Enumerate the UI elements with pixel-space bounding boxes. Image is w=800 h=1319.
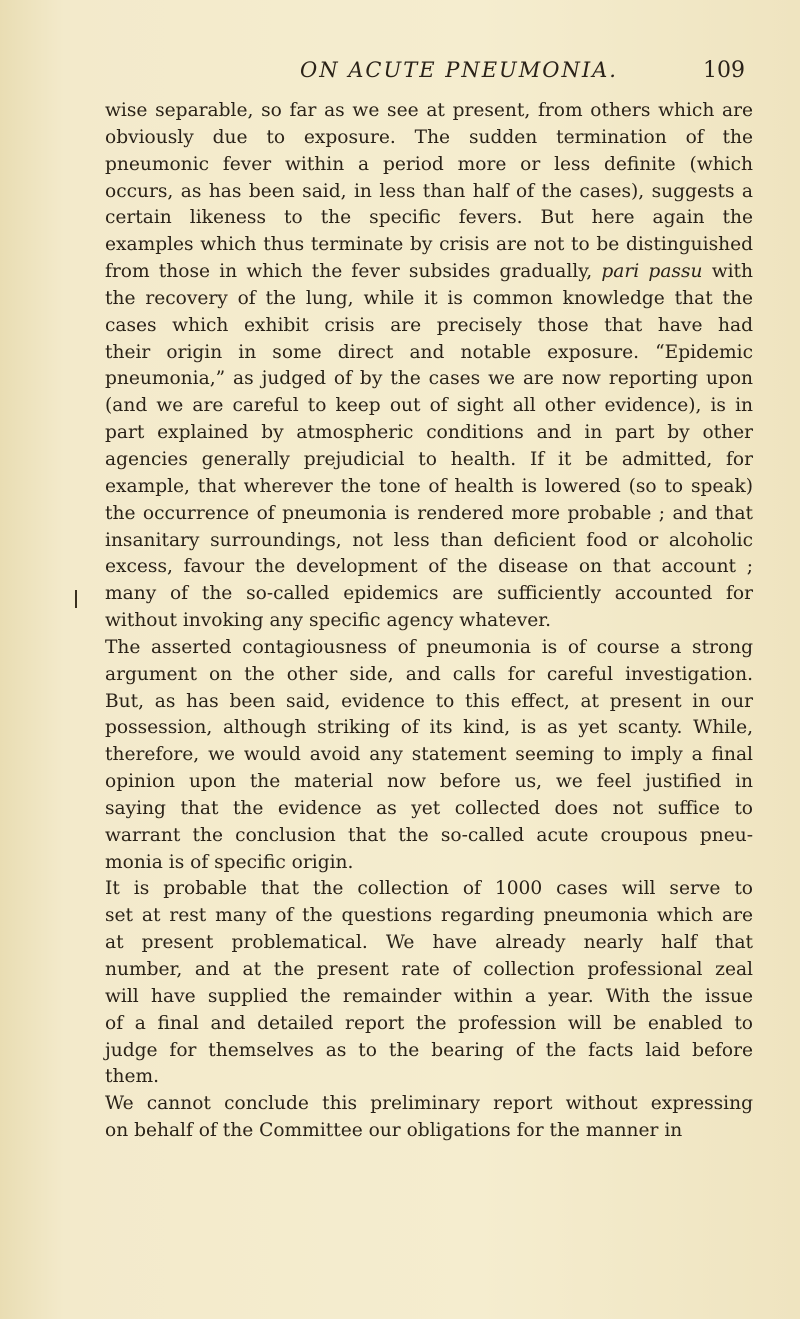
text-line: pneumonic fever within a period more or less definite (which <box>105 153 753 175</box>
text-line: pneumonia,” as judged of by the cases we are now reporting upon <box>105 368 753 390</box>
text-line: We cannot conclude this preliminary report without expressing <box>105 1093 753 1115</box>
text-line: insanitary surroundings, not less than deficient food or alcoholic <box>105 529 753 551</box>
text-line: (and we are careful to keep out of sight all other evidence), is in <box>105 395 753 417</box>
body-text <box>105 98 753 1145</box>
text-line: at present problematical. We have already nearly half that <box>105 932 753 954</box>
text-line: But, as has been said, evidence to this effect, at present in our <box>105 690 753 712</box>
text-line: certain likeness to the specific fevers. But here again the <box>105 207 753 229</box>
text-line: from those in which the fever subsides gradually, pari passu with <box>105 261 754 283</box>
text-line: therefore, we would avoid any statement seeming to imply a final <box>105 744 753 766</box>
text-line: obviously due to exposure. The sudden termination of the <box>105 126 753 148</box>
running-title: ON ACUTE PNEUMONIA. <box>300 58 618 82</box>
text-line: occurs, as has been said, in less than half of the cases), suggests a <box>105 180 753 202</box>
text-line: possession, although striking of its kind, is as yet scanty. While, <box>105 717 753 739</box>
text-line: examples which thus terminate by crisis are not to be distinguished <box>105 234 753 256</box>
text-line: cases which exhibit crisis are precisely those that have had <box>105 314 753 336</box>
text-line: of a final and detailed report the profession will be enabled to <box>105 1012 753 1034</box>
text-line: wise separable, so far as we see at present, from others which are <box>105 100 753 121</box>
text-line: example, that wherever the tone of health is lowered (so to speak) <box>105 475 753 497</box>
page-number: 109 <box>703 58 745 83</box>
text-line: The asserted contagiousness of pneumonia is of course a strong <box>105 636 753 658</box>
text-line: warrant the conclusion that the so-called acute croupous pneu- <box>105 824 753 846</box>
text-line: them. <box>105 1066 159 1088</box>
text-line: will have supplied the remainder within a year. With the issue <box>105 985 753 1007</box>
margin-mark <box>75 590 77 608</box>
text-line: without invoking any specific agency whatever. <box>105 610 552 632</box>
text-line: monia is of specific origin. <box>105 851 354 873</box>
text-line: judge for themselves as to the bearing of the facts laid before <box>105 1039 753 1061</box>
text-line: opinion upon the material now before us, we feel justified in <box>105 771 753 793</box>
text-line: argument on the other side, and calls for careful investigation. <box>105 663 753 685</box>
text-line: their origin in some direct and notable exposure. “Epidemic <box>105 341 753 363</box>
text-line: number, and at the present rate of collection professional zeal <box>105 959 753 980</box>
text-line: set at rest many of the questions regarding pneumonia which are <box>105 905 753 927</box>
text-line: It is probable that the collection of 1000 cases will serve to <box>105 878 753 900</box>
text-line: excess, favour the development of the disease on that account ; <box>105 556 753 578</box>
text-line: saying that the evidence as yet collected does not suffice to <box>105 797 753 819</box>
page-header <box>100 58 745 88</box>
text-line: the occurrence of pneumonia is rendered more probable ; and that <box>105 502 753 524</box>
text-line: many of the so-called epidemics are sufficiently accounted for <box>105 583 753 605</box>
text-line: on behalf of the Committee our obligations for the manner in <box>105 1120 683 1142</box>
text-line: the recovery of the lung, while it is common knowledge that the <box>105 287 753 309</box>
text-line: agencies generally prejudicial to health. If it be admitted, for <box>105 448 753 470</box>
text-line: part explained by atmospheric conditions and in part by other <box>105 422 753 444</box>
